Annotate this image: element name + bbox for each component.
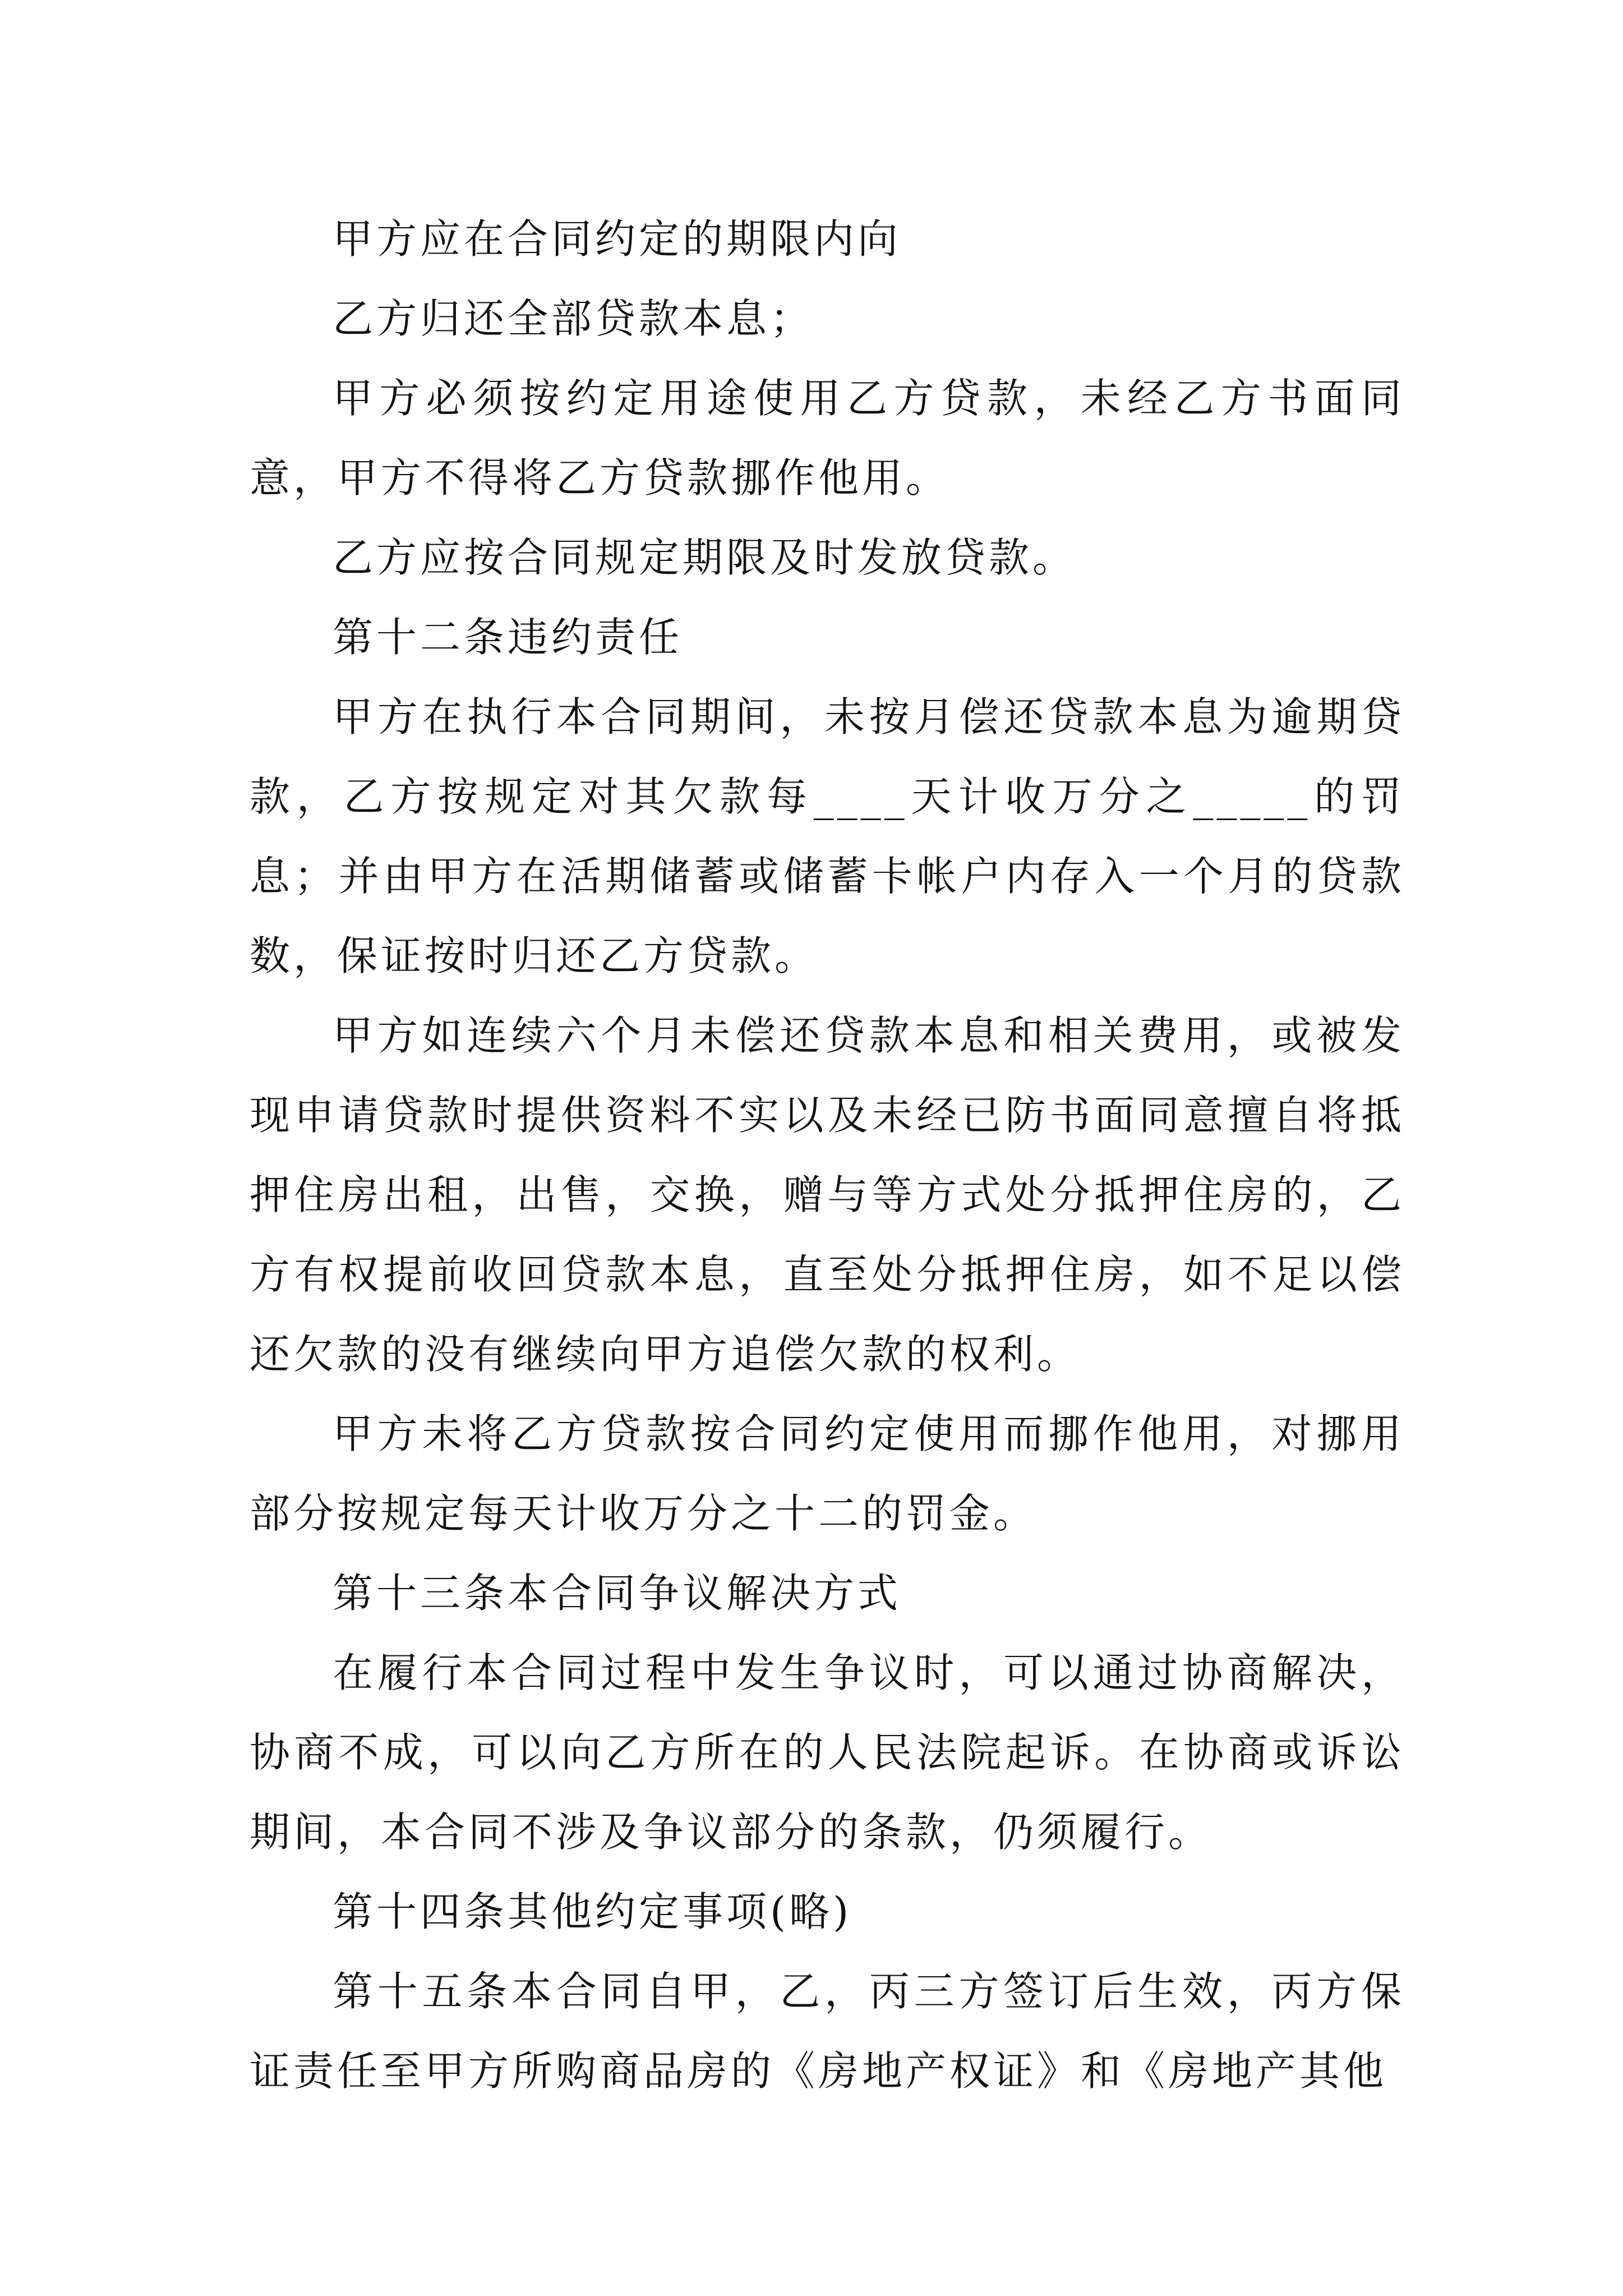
article-13-heading: 第十三条本合同争议解决方式: [333, 1570, 902, 1617]
document-page: [250, 199, 1405, 2111]
paragraph-article-15: 第十五条本合同自甲，乙，丙三方签订后生效，丙方保证责任至甲方所购商品房的《房地产权证》和《房地产其他: [250, 1968, 1405, 2095]
paragraph-repayment-deadline: 甲方应在合同约定的期限内向: [333, 215, 902, 263]
paragraph-misuse-fine: 甲方未将乙方贷款按合同约定使用而挪作他用，对挪用部分按规定每天计收万分之十二的罚金。: [250, 1410, 1405, 1537]
paragraph-overdue-penalty: 甲方在执行本合同期间，未按月偿还贷款本息为逾期贷款，乙方按规定对其欠款每____天计收万分之_____的罚息；并由甲方在活期储蓄或储蓄卡帐户内存入一个月的贷款数，保证按时归还乙方贷款。: [250, 693, 1405, 979]
article-14-heading: 第十四条其他约定事项(略): [333, 1888, 852, 1935]
paragraph-loan-usage: 甲方必须按约定用途使用乙方贷款，未经乙方书面同意，甲方不得将乙方贷款挪作他用。: [250, 375, 1405, 501]
article-12-heading: 第十二条违约责任: [333, 614, 683, 661]
paragraph-repay-all: 乙方归还全部贷款本息；: [333, 295, 814, 342]
paragraph-dispute-resolution: 在履行本合同过程中发生争议时，可以通过协商解决，协商不成，可以向乙方所在的人民法院起诉。在协商或诉讼期间，本合同不涉及争议部分的条款，仍须履行。: [250, 1649, 1405, 1856]
paragraph-loan-disbursement: 乙方应按合同规定期限及时发放贷款。: [333, 534, 1077, 581]
paragraph-early-recall: 甲方如连续六个月未偿还贷款本息和相关费用，或被发现申请贷款时提供资料不实以及未经已防书面同意擅自将抵押住房出租，出售，交换，赠与等方式处分抵押住房的，乙方有权提前收回贷款本息，直至处分抵押住房，如不足以偿还欠款的没有继续向甲方追偿欠款的权利。: [250, 1012, 1405, 1378]
